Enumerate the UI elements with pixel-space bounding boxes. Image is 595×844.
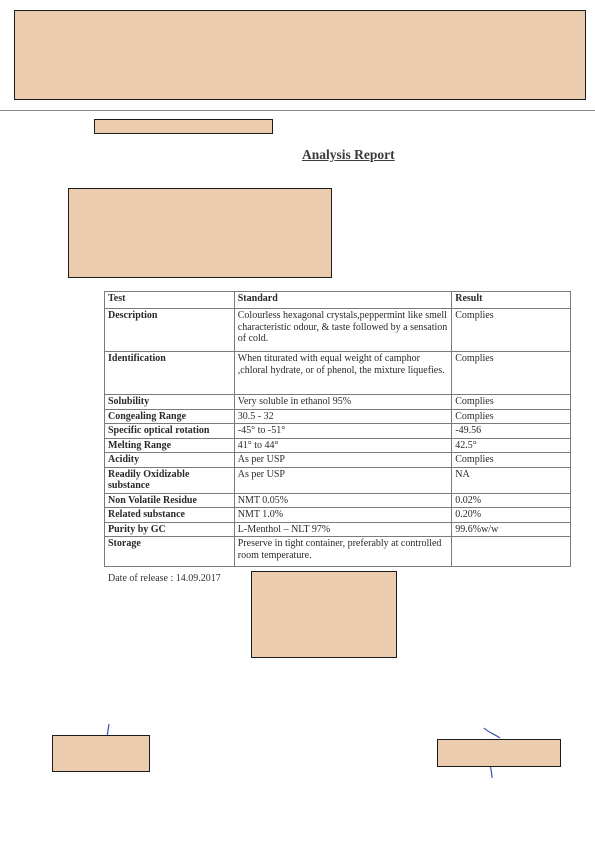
table-row xyxy=(105,493,571,508)
test-cell: Readily Oxidizable substance xyxy=(105,467,235,493)
table-header-row xyxy=(105,292,571,309)
header-standard: Standard xyxy=(234,292,452,309)
result-cell: 0.02% xyxy=(452,493,571,508)
report-title: Analysis Report xyxy=(302,147,395,162)
result-cell: 0.20% xyxy=(452,508,571,523)
signature-redaction-right xyxy=(437,739,561,767)
header-redaction xyxy=(14,10,586,100)
test-cell: Solubility xyxy=(105,395,235,410)
stamp-redaction xyxy=(251,571,397,658)
result-cell: NA xyxy=(452,467,571,493)
table-row xyxy=(105,309,571,352)
test-cell: Non Volatile Residue xyxy=(105,493,235,508)
address-redaction xyxy=(68,188,332,278)
test-cell: Melting Range xyxy=(105,438,235,453)
header-result: Result xyxy=(452,292,571,309)
analysis-table xyxy=(104,291,571,567)
result-cell: 99.6%w/w xyxy=(452,522,571,537)
result-cell: Complies xyxy=(452,409,571,424)
standard-cell: NMT 1.0% xyxy=(234,508,452,523)
result-cell: -49.56 xyxy=(452,424,571,439)
standard-cell: L-Menthol – NLT 97% xyxy=(234,522,452,537)
reference-redaction xyxy=(94,119,273,134)
test-cell: Congealing Range xyxy=(105,409,235,424)
table-row xyxy=(105,424,571,439)
test-cell: Acidity xyxy=(105,453,235,468)
header-divider xyxy=(0,110,595,111)
table-row xyxy=(105,508,571,523)
test-cell: Identification xyxy=(105,352,235,395)
result-cell: Complies xyxy=(452,395,571,410)
test-cell: Specific optical rotation xyxy=(105,424,235,439)
result-cell: 42.5° xyxy=(452,438,571,453)
standard-cell: As per USP xyxy=(234,453,452,468)
standard-cell: NMT 0.05% xyxy=(234,493,452,508)
table-row xyxy=(105,467,571,493)
table-row xyxy=(105,522,571,537)
standard-cell: Preserve in tight container, preferably at controlled room temperature. xyxy=(234,537,452,567)
standard-cell: 30.5 - 32 xyxy=(234,409,452,424)
standard-cell: When titurated with equal weight of camphor ,chloral hydrate, or of phenol, the mixture liquefies. xyxy=(234,352,452,395)
test-cell: Description xyxy=(105,309,235,352)
result-cell xyxy=(452,537,571,567)
table-row xyxy=(105,395,571,410)
standard-cell: As per USP xyxy=(234,467,452,493)
test-cell: Storage xyxy=(105,537,235,567)
release-date: Date of release : 14.09.2017 xyxy=(108,573,221,584)
standard-cell: -45° to -51° xyxy=(234,424,452,439)
standard-cell: 41° to 44° xyxy=(234,438,452,453)
result-cell: Complies xyxy=(452,453,571,468)
standard-cell: Very soluble in ethanol 95% xyxy=(234,395,452,410)
table-row xyxy=(105,438,571,453)
table-row xyxy=(105,352,571,395)
result-cell: Complies xyxy=(452,309,571,352)
header-test: Test xyxy=(105,292,235,309)
table-row xyxy=(105,409,571,424)
test-cell: Related substance xyxy=(105,508,235,523)
result-cell: Complies xyxy=(452,352,571,395)
standard-cell: Colourless hexagonal crystals,peppermint like smell characteristic odour, & taste followed by a sensation of cold. xyxy=(234,309,452,352)
table-row xyxy=(105,537,571,567)
test-cell: Purity by GC xyxy=(105,522,235,537)
signature-redaction-left xyxy=(52,735,150,772)
table-row xyxy=(105,453,571,468)
